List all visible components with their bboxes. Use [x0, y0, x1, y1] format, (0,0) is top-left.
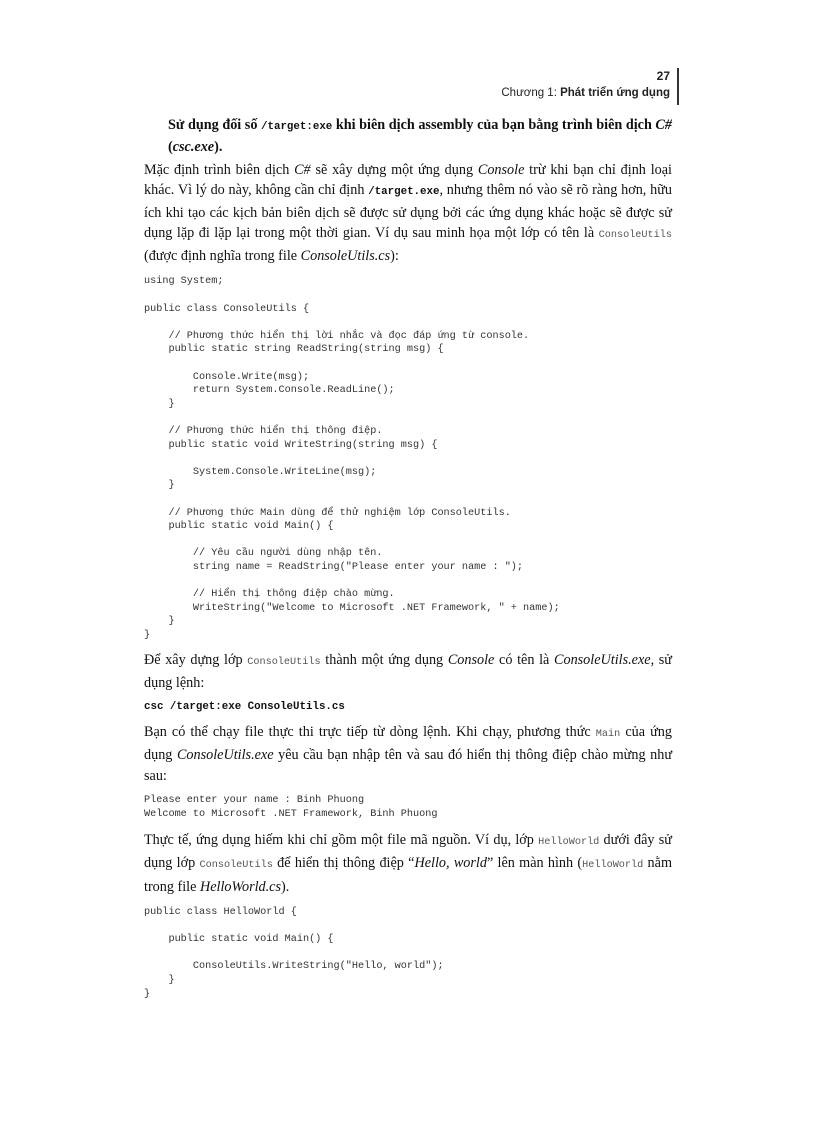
text: Để xây dựng lớp — [144, 651, 248, 668]
inline-code: ConsoleUtils — [598, 229, 672, 241]
paragraph-build — [144, 650, 672, 694]
inline-code: /target.exe — [368, 186, 440, 199]
text: trừ khi bạn chỉ định loại khác. Vì lý do này, không cần chỉ định — [144, 162, 672, 199]
emphasis: HelloWorld.cs — [199, 878, 282, 895]
heading-text: ). — [214, 138, 223, 155]
text: Bạn có thể chạy file thực thi trực tiếp từ dòng lệnh. Khi chạy, phương thức — [144, 724, 596, 741]
emphasis: Console — [477, 162, 525, 178]
emphasis: ConsoleUtils.exe — [554, 651, 651, 668]
text: nằm trong file — [144, 855, 672, 895]
section-heading — [168, 116, 672, 157]
inline-code: Main — [595, 729, 621, 741]
text: Thực tế, ứng dụng hiếm khi chỉ gồm một file mã nguồn. Ví dụ, lớp — [144, 832, 539, 849]
header-rule — [677, 68, 679, 105]
text: , sử dụng lệnh: — [144, 651, 672, 691]
inline-code: ConsoleUtils — [247, 656, 321, 668]
compile-command: csc /target:exe ConsoleUtils.cs — [144, 701, 345, 714]
chapter-title: Phát triển ứng dụng — [560, 87, 670, 99]
page-header — [501, 68, 670, 102]
text: của ứng dụng — [144, 724, 672, 764]
heading-emphasis: csc.exe — [172, 138, 215, 155]
inline-code: ConsoleUtils — [199, 860, 273, 872]
text: ). — [281, 878, 290, 895]
page-content — [144, 116, 672, 1001]
chapter-prefix: Chương 1: — [501, 87, 561, 99]
text: ): — [390, 248, 399, 265]
text: Mặc định trình biên dịch — [144, 162, 295, 178]
page-number: 27 — [656, 69, 670, 83]
console-output: Please enter your name : Binh Phuong Welcome to Microsoft .NET Framework, Binh Phuong — [144, 795, 438, 820]
inline-code: HelloWorld — [538, 837, 600, 849]
code-block-helloworld: public class HelloWorld { public static void Main() { ConsoleUtils.WriteString("Hello, world"); } } — [144, 907, 444, 1000]
emphasis: ConsoleUtils.exe — [176, 747, 274, 764]
text: thành một ứng dụng — [320, 651, 448, 668]
emphasis: ConsoleUtils.cs — [300, 248, 391, 265]
heading-code: /target:exe — [261, 121, 333, 133]
emphasis: C# — [294, 162, 311, 178]
text: dưới đây sử dụng lớp — [144, 832, 672, 872]
chapter-label — [501, 85, 670, 102]
emphasis: Console — [447, 651, 495, 668]
heading-emphasis: C# — [655, 117, 672, 133]
heading-text: Sử dụng đối số — [168, 117, 261, 133]
emphasis: Hello, world — [414, 855, 487, 872]
heading-text: khi biên dịch assembly của bạn bằng trình biên dịch — [332, 117, 656, 133]
text: , nhưng thêm nó vào sẽ rõ ràng hơn, hữu ích khi tạo các kịch bản biên dịch sẽ được sử dụng bởi các ứng dụng khác hoặc sẽ được sử dụng lặp đi lặp lại trong một thời gian. Ví dụ sau minh họa một lớp có tên là — [144, 182, 672, 241]
text: để hiển thị thông điệp “ — [272, 855, 415, 872]
text: sẽ xây dựng một ứng dụng — [310, 162, 478, 178]
heading-text: ( — [168, 138, 173, 155]
text: ” lên màn hình ( — [486, 855, 583, 872]
code-block-consoleutils: using System; public class ConsoleUtils { // Phương thức hiển thị lời nhắc và đọc đáp ứng từ console. public static string ReadString(string msg) { Console.Write(msg); return System.Console.ReadLine(); } // Phương thức hiển thị thông điệp. public static void WriteString(string msg) { System.Console.WriteLine(msg); } // Phương thức Main dùng để thử nghiệm lớp ConsoleUtils. public static void Main() { // Yêu cầu người dùng nhập tên. string name = ReadString("Please enter your name : "); // Hiển thị thông điệp chào mừng. WriteString("Welcome to Microsoft .NET Framework, " + name); } } — [144, 276, 560, 641]
text: có tên là — [494, 651, 555, 668]
text: (được định nghĩa trong file — [144, 248, 301, 265]
paragraph-run — [144, 722, 672, 786]
text: yêu cầu bạn nhập tên và sau đó hiển thị thông điệp chào mừng như sau: — [144, 747, 673, 784]
paragraph-helloworld — [144, 830, 672, 897]
inline-code: HelloWorld — [582, 860, 644, 872]
paragraph-intro — [144, 160, 672, 266]
